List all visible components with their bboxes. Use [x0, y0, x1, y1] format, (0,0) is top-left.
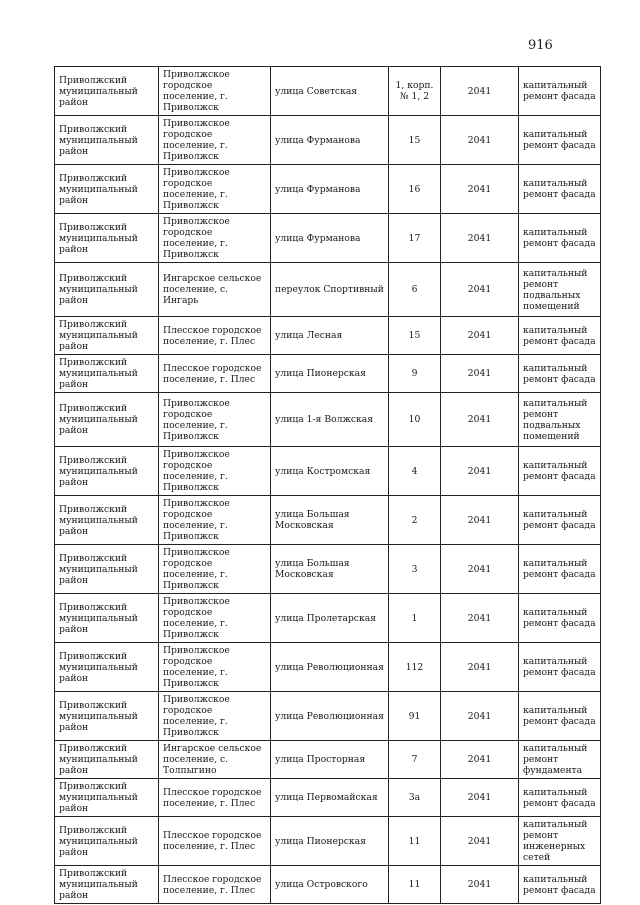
cell-street: улица Большая Московская	[271, 496, 389, 545]
cell-street: улица 1-я Волжская	[271, 393, 389, 447]
cell-settlement: Плесское городское поселение, г. Плес	[159, 817, 271, 866]
cell-house: 11	[389, 817, 441, 866]
cell-street: улица Фурманова	[271, 214, 389, 263]
cell-house: 6	[389, 263, 441, 317]
cell-settlement: Приволжское городское поселение, г. Приволжск	[159, 594, 271, 643]
cell-work: капитальный ремонт подвальных помещений	[519, 263, 601, 317]
table-row	[55, 643, 601, 692]
cell-work: капитальный ремонт фасада	[519, 214, 601, 263]
cell-work: капитальный ремонт фасада	[519, 545, 601, 594]
cell-house: 1, корп. № 1, 2	[389, 67, 441, 116]
cell-house: 10	[389, 393, 441, 447]
cell-house: 91	[389, 692, 441, 741]
cell-district: Приволжский муниципальный район	[55, 355, 159, 393]
cell-year: 2041	[441, 116, 519, 165]
cell-year: 2041	[441, 355, 519, 393]
cell-house: 3	[389, 545, 441, 594]
cell-work: капитальный ремонт фасада	[519, 779, 601, 817]
cell-settlement: Приволжское городское поселение, г. Приволжск	[159, 447, 271, 496]
cell-year: 2041	[441, 67, 519, 116]
table-row	[55, 116, 601, 165]
cell-district: Приволжский муниципальный район	[55, 866, 159, 904]
cell-year: 2041	[441, 393, 519, 447]
cell-year: 2041	[441, 496, 519, 545]
cell-year: 2041	[441, 866, 519, 904]
cell-street: улица Лесная	[271, 317, 389, 355]
cell-settlement: Плесское городское поселение, г. Плес	[159, 355, 271, 393]
table-row	[55, 817, 601, 866]
table-row	[55, 447, 601, 496]
cell-settlement: Приволжское городское поселение, г. Приволжск	[159, 643, 271, 692]
table-row	[55, 866, 601, 904]
table-row	[55, 165, 601, 214]
table-row	[55, 263, 601, 317]
table-row	[55, 355, 601, 393]
cell-settlement: Приволжское городское поселение, г. Приволжск	[159, 67, 271, 116]
table-row	[55, 67, 601, 116]
cell-year: 2041	[441, 643, 519, 692]
table-row	[55, 692, 601, 741]
cell-work: капитальный ремонт фасада	[519, 116, 601, 165]
cell-district: Приволжский муниципальный район	[55, 165, 159, 214]
cell-house: 17	[389, 214, 441, 263]
cell-street: улица Революционная	[271, 643, 389, 692]
table-row	[55, 779, 601, 817]
cell-settlement: Приволжское городское поселение, г. Приволжск	[159, 116, 271, 165]
table-row	[55, 545, 601, 594]
cell-work: капитальный ремонт фасада	[519, 355, 601, 393]
cell-house: 4	[389, 447, 441, 496]
cell-settlement: Ингарское сельское поселение, с. Толпыгино	[159, 741, 271, 779]
cell-house: 9	[389, 355, 441, 393]
cell-settlement: Приволжское городское поселение, г. Приволжск	[159, 545, 271, 594]
cell-district: Приволжский муниципальный район	[55, 317, 159, 355]
cell-work: капитальный ремонт фасада	[519, 866, 601, 904]
cell-year: 2041	[441, 594, 519, 643]
table-row	[55, 393, 601, 447]
cell-street: улица Фурманова	[271, 116, 389, 165]
cell-district: Приволжский муниципальный район	[55, 496, 159, 545]
cell-house: 3а	[389, 779, 441, 817]
cell-street: улица Советская	[271, 67, 389, 116]
cell-year: 2041	[441, 214, 519, 263]
table-row	[55, 594, 601, 643]
cell-year: 2041	[441, 447, 519, 496]
cell-settlement: Плесское городское поселение, г. Плес	[159, 779, 271, 817]
cell-street: улица Первомайская	[271, 779, 389, 817]
cell-year: 2041	[441, 692, 519, 741]
cell-street: улица Костромская	[271, 447, 389, 496]
cell-district: Приволжский муниципальный район	[55, 692, 159, 741]
cell-year: 2041	[441, 741, 519, 779]
cell-district: Приволжский муниципальный район	[55, 393, 159, 447]
cell-district: Приволжский муниципальный район	[55, 643, 159, 692]
cell-settlement: Плесское городское поселение, г. Плес	[159, 317, 271, 355]
cell-house: 11	[389, 866, 441, 904]
cell-settlement: Приволжское городское поселение, г. Приволжск	[159, 214, 271, 263]
cell-street: улица Просторная	[271, 741, 389, 779]
cell-district: Приволжский муниципальный район	[55, 116, 159, 165]
cell-district: Приволжский муниципальный район	[55, 741, 159, 779]
cell-work: капитальный ремонт подвальных помещений	[519, 393, 601, 447]
cell-house: 15	[389, 317, 441, 355]
cell-work: капитальный ремонт инженерных сетей	[519, 817, 601, 866]
cell-settlement: Ингарское сельское поселение, с. Ингарь	[159, 263, 271, 317]
cell-settlement: Приволжское городское поселение, г. Приволжск	[159, 165, 271, 214]
cell-street: улица Островского	[271, 866, 389, 904]
cell-settlement: Приволжское городское поселение, г. Приволжск	[159, 496, 271, 545]
cell-district: Приволжский муниципальный район	[55, 779, 159, 817]
cell-year: 2041	[441, 165, 519, 214]
cell-work: капитальный ремонт фасада	[519, 317, 601, 355]
cell-house: 7	[389, 741, 441, 779]
table-row	[55, 317, 601, 355]
cell-street: улица Революционная	[271, 692, 389, 741]
cell-house: 16	[389, 165, 441, 214]
cell-district: Приволжский муниципальный район	[55, 447, 159, 496]
cell-district: Приволжский муниципальный район	[55, 67, 159, 116]
cell-year: 2041	[441, 263, 519, 317]
cell-district: Приволжский муниципальный район	[55, 817, 159, 866]
cell-year: 2041	[441, 817, 519, 866]
cell-settlement: Приволжское городское поселение, г. Приволжск	[159, 393, 271, 447]
cell-house: 15	[389, 116, 441, 165]
cell-settlement: Приволжское городское поселение, г. Приволжск	[159, 692, 271, 741]
table-row	[55, 214, 601, 263]
cell-work: капитальный ремонт фасада	[519, 165, 601, 214]
cell-work: капитальный ремонт фасада	[519, 692, 601, 741]
cell-work: капитальный ремонт фасада	[519, 594, 601, 643]
cell-house: 1	[389, 594, 441, 643]
cell-street: улица Пролетарская	[271, 594, 389, 643]
cell-work: капитальный ремонт фасада	[519, 447, 601, 496]
cell-work: капитальный ремонт фасада	[519, 496, 601, 545]
cell-street: улица Фурманова	[271, 165, 389, 214]
cell-work: капитальный ремонт фундамента	[519, 741, 601, 779]
cell-house: 2	[389, 496, 441, 545]
cell-street: переулок Спортивный	[271, 263, 389, 317]
cell-street: улица Большая Московская	[271, 545, 389, 594]
cell-district: Приволжский муниципальный район	[55, 594, 159, 643]
table-row	[55, 741, 601, 779]
cell-house: 112	[389, 643, 441, 692]
cell-year: 2041	[441, 317, 519, 355]
cell-district: Приволжский муниципальный район	[55, 263, 159, 317]
table-row	[55, 496, 601, 545]
cell-year: 2041	[441, 779, 519, 817]
table-body	[55, 67, 601, 904]
cell-street: улица Пионерская	[271, 355, 389, 393]
cell-district: Приволжский муниципальный район	[55, 214, 159, 263]
cell-street: улица Пионерская	[271, 817, 389, 866]
cell-settlement: Плесское городское поселение, г. Плес	[159, 866, 271, 904]
cell-year: 2041	[441, 545, 519, 594]
page-number: 916	[528, 38, 553, 53]
repair-schedule-table	[54, 66, 601, 904]
cell-work: капитальный ремонт фасада	[519, 67, 601, 116]
cell-work: капитальный ремонт фасада	[519, 643, 601, 692]
cell-district: Приволжский муниципальный район	[55, 545, 159, 594]
